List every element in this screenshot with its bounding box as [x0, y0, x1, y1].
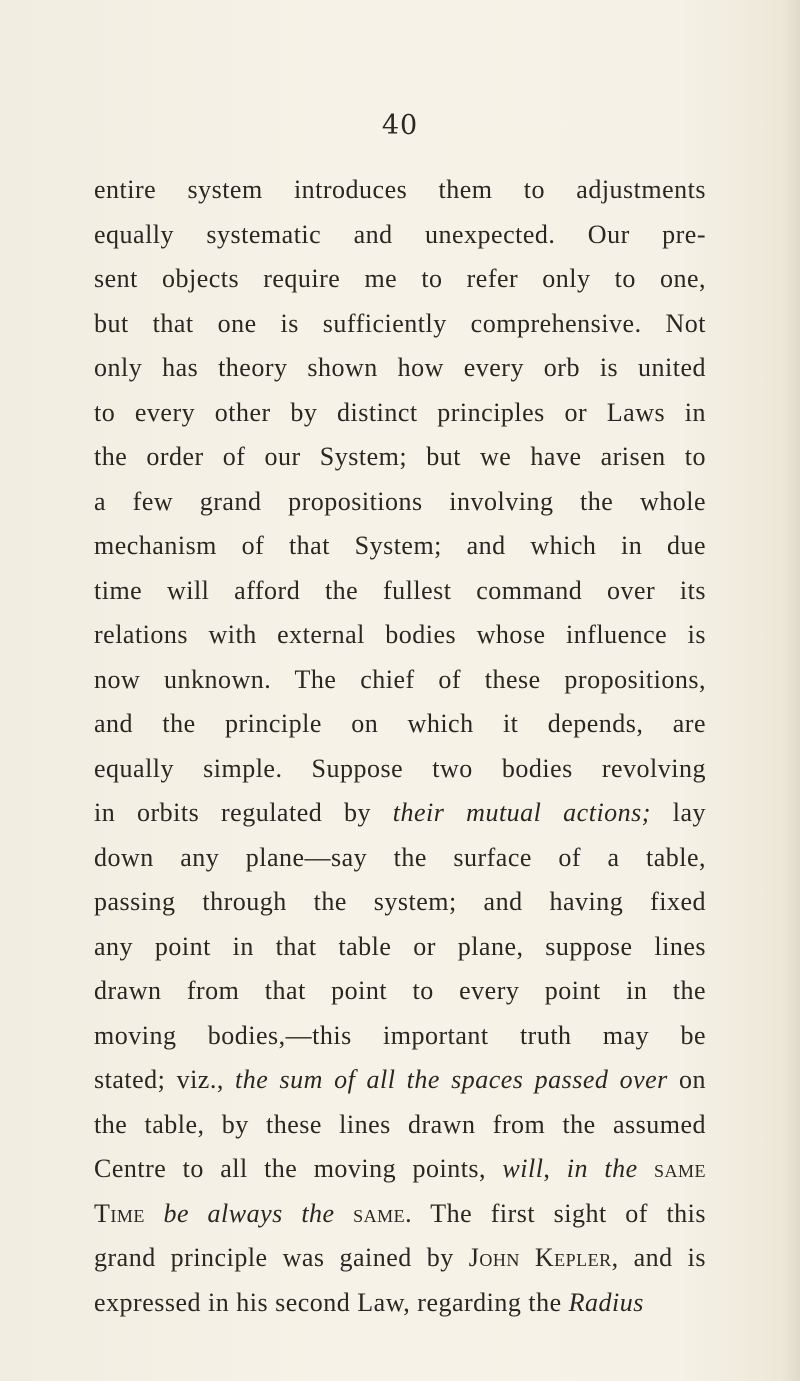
text-line — [94, 213, 706, 258]
text-segment: , — [543, 1154, 567, 1183]
text-line — [94, 613, 706, 658]
text-segment: a few grand propositions involving the whole — [94, 486, 706, 516]
text-segment — [335, 1199, 354, 1228]
text-segment: passing through the system; and having fixed — [94, 887, 706, 916]
text-line — [94, 702, 706, 747]
text-line — [94, 925, 706, 970]
text-line — [94, 791, 706, 836]
text-segment: to every other by distinct principles or Laws in — [94, 397, 706, 427]
text-segment: grand principle was gained by — [94, 1243, 469, 1272]
text-segment — [145, 1199, 164, 1228]
italic-text: their mutual actions; — [392, 798, 651, 827]
italic-text: the sum of all the spaces passed over — [235, 1065, 668, 1094]
italic-text: in the — [566, 1154, 638, 1183]
text-segment: Centre to all the moving points, — [94, 1154, 503, 1183]
page-edge-shadow — [782, 0, 800, 1381]
text-segment: on — [667, 1065, 706, 1094]
text-segment: relations with external bodies whose influence is — [94, 620, 706, 649]
text-segment: the table, by these lines drawn from the assumed — [94, 1109, 706, 1139]
text-segment: stated; viz., — [94, 1065, 236, 1094]
text-line — [94, 1281, 706, 1326]
text-line — [94, 435, 706, 480]
text-line — [94, 836, 706, 881]
text-line — [94, 480, 706, 525]
text-segment: in orbits regulated by — [94, 798, 393, 827]
text-line — [94, 880, 706, 925]
small-caps-text: same — [353, 1198, 406, 1228]
text-segment: sent objects require me to refer only to one, — [94, 264, 706, 293]
text-line — [94, 257, 706, 302]
small-caps-text: same — [653, 1154, 706, 1183]
text-segment: and the principle on which it depends, are — [94, 709, 706, 738]
italic-text: be always the — [163, 1198, 335, 1228]
italic-text: Radius — [568, 1287, 644, 1317]
text-segment: time will afford the fullest command over its — [94, 575, 706, 605]
text-segment: but that one is sufficiently comprehensive. Not — [94, 308, 706, 338]
text-segment: equally simple. Suppose two bodies revolving — [94, 753, 706, 783]
text-line — [94, 1058, 706, 1103]
text-line — [94, 1192, 706, 1237]
text-line — [94, 302, 706, 347]
small-caps-text: Time — [94, 1198, 145, 1228]
text-line — [94, 569, 706, 614]
text-segment: entire system introduces them to adjustments — [94, 175, 706, 204]
text-segment: down any plane—say the surface of a table, — [94, 842, 706, 872]
body-text — [94, 168, 706, 1325]
italic-text: will — [502, 1154, 544, 1183]
text-segment: moving bodies,—this important truth may be — [94, 1020, 706, 1050]
text-line — [94, 747, 706, 792]
text-line — [94, 168, 706, 213]
text-line — [94, 1103, 706, 1148]
text-segment: expressed in his second Law, regarding the — [94, 1287, 569, 1317]
text-line — [94, 1014, 706, 1059]
text-segment: equally systematic and unexpected. Our pre- — [94, 219, 706, 249]
text-line — [94, 1236, 706, 1281]
text-segment: mechanism of that System; and which in due — [94, 531, 706, 560]
text-segment — [638, 1154, 654, 1183]
text-segment: only has theory shown how every orb is united — [94, 353, 706, 382]
text-line — [94, 346, 706, 391]
text-line — [94, 969, 706, 1014]
text-segment: any point in that table or plane, suppose lines — [94, 931, 706, 961]
text-line — [94, 524, 706, 569]
text-segment: , and is — [611, 1243, 706, 1272]
text-segment: now unknown. The chief of these propositions, — [94, 664, 706, 694]
small-caps-text: John Kepler — [468, 1243, 612, 1272]
text-line — [94, 391, 706, 436]
text-line — [94, 658, 706, 703]
text-line — [94, 1147, 706, 1192]
text-segment: lay — [650, 798, 706, 827]
text-segment: the order of our System; but we have arisen to — [94, 442, 706, 471]
text-segment: drawn from that point to every point in the — [94, 976, 706, 1005]
page-number: 40 — [381, 110, 419, 141]
text-segment: . The first sight of this — [405, 1198, 706, 1228]
